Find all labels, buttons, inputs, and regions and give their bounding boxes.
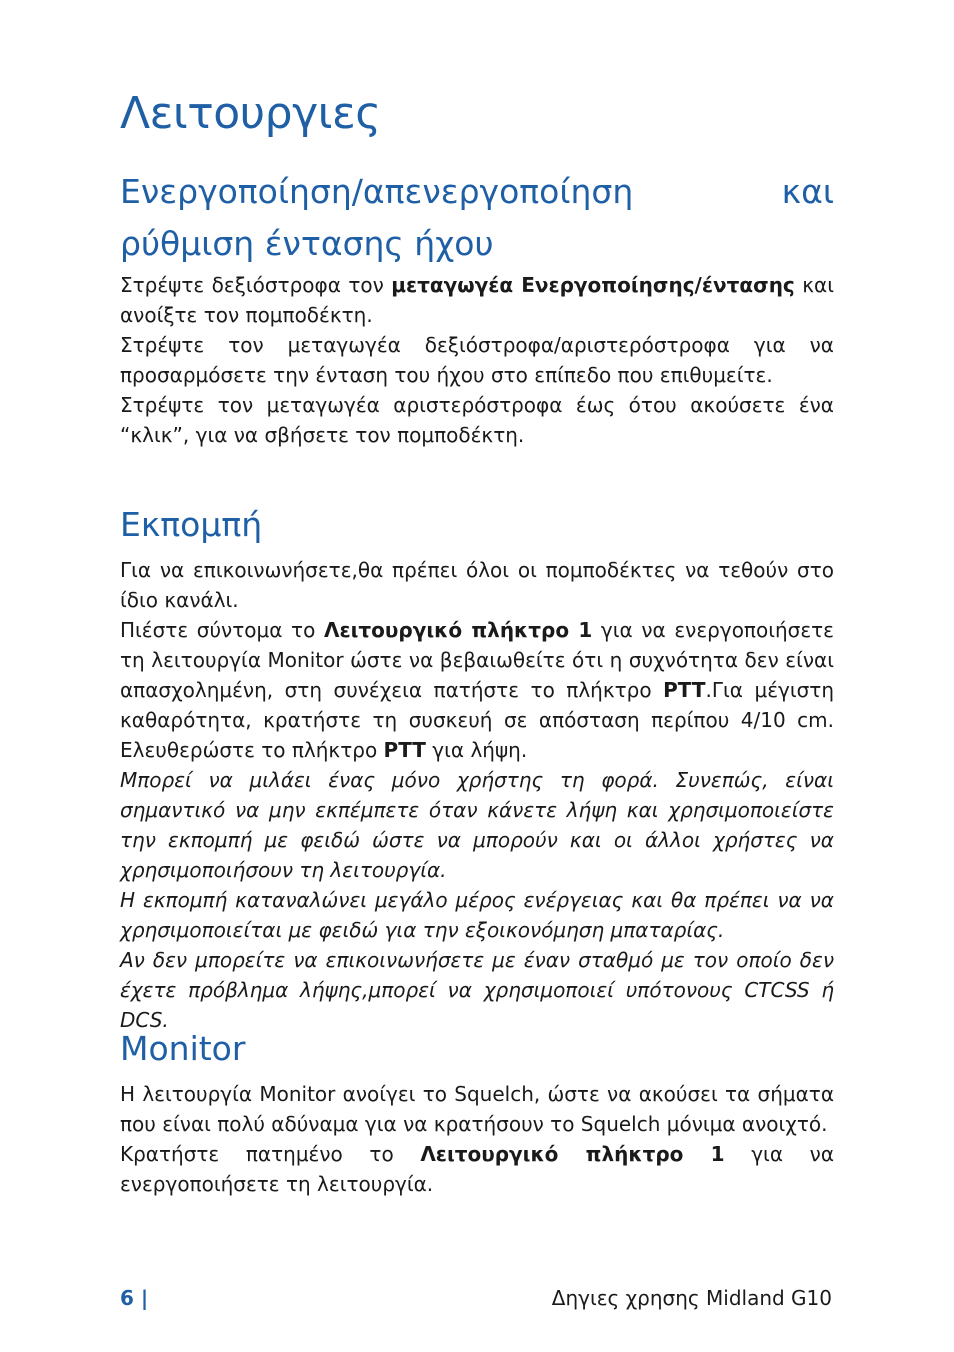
section-monitor (120, 1079, 834, 1199)
footer-manual-title: Δηγιες χρησης Midland G10 (551, 1286, 832, 1310)
section-power-volume (120, 270, 834, 450)
paragraph: Στρέψτε τον μεταγωγέα δεξιόστροφα/αριστερόστροφα για να προσαρμόσετε την ένταση του ήχου στο επίπεδο που επιθυμείτε. (120, 333, 834, 387)
paragraph: Για να επικοινωνήσετε,θα πρέπει όλοι οι πομποδέκτες να τεθούν στο ίδιο κανάλι. (120, 558, 834, 612)
section-heading-monitor: Monitor (120, 1029, 246, 1068)
bold-term: PTT (383, 738, 426, 762)
section-transmit (120, 555, 834, 1035)
paragraph: Στρέψτε δεξιόστροφα τον μεταγωγέα Ενεργοποίησης/έντασης και ανοίξτε τον πομποδέκτη. (120, 273, 834, 327)
paragraph: Στρέψτε τον μεταγωγέα αριστερόστροφα έως ότου ακούσετε ένα “κλικ”, για να σβήσετε τον πομποδέκτη. (120, 393, 834, 447)
bold-term: PTT (663, 678, 706, 702)
paragraph: Κρατήστε πατημένο το Λειτουργικό πλήκτρο 1 για να ενεργοποιήσετε τη λειτουργία. (120, 1142, 834, 1196)
paragraph: Η λειτουργία Monitor ανοίγει το Squelch, ώστε να ακούσει τα σήματα που είναι πολύ αδύναμα για να κρατήσουν το Squelch μόνιμα ανοιχτό. (120, 1082, 834, 1136)
note-italic: Αν δεν μπορείτε να επικοινωνήσετε με έναν σταθμό με τον οποίο δεν έχετε πρόβλημα λήψης,μπορεί να χρησιμοποιεί υπότονους CTCSS ή DCS. (120, 948, 834, 1032)
note-italic: Μπορεί να μιλάει ένας μόνο χρήστης τη φορά. Συνεπώς, είναι σημαντικό να μην εκπέμπετε όταν κάνετε λήψη και χρησιμοποιείστε την εκπομπή με φειδώ ώστε να μπορούν και οι άλλοι χρήστες να χρησιμοποιήσουν τη λειτουργία. (120, 768, 834, 882)
page-number: 6 | (120, 1286, 149, 1310)
bold-term: μεταγωγέα Ενεργοποίησης/έντασης (391, 273, 795, 297)
bold-term: Λειτουργικό πλήκτρο 1 (323, 618, 593, 642)
page-title: Λειτουργιες (120, 88, 381, 139)
paragraph: Πιέστε σύντομα το Λειτουργικό πλήκτρο 1 για να ενεργοποιήσετε τη λειτουργία Monitor ώστε να βεβαιωθείτε ότι η συχνότητα δεν είναι απασχολημένη, στη συνέχεια πατήστε το πλήκτρο PTT.Για μέγιστη καθαρότητα, κρατήστε τη συσκευή σε απόσταση περίπου 4/10 cm. Ελευθερώστε το πλήκτρο PTT για λήψη. (120, 618, 834, 762)
bold-term: Λειτουργικό πλήκτρο 1 (420, 1142, 725, 1166)
note-italic: Η εκπομπή καταναλώνει μεγάλο μέρος ενέργειας και θα πρέπει να να χρησιμοποιείται με φειδώ για την εξοικονόμηση μπαταρίας. (120, 888, 834, 942)
section-heading-transmit: Εκπομπή (120, 505, 263, 544)
section-heading-power-volume: Ενεργοποίηση/απενεργοποίηση και ρύθμιση έντασης ήχου (120, 172, 834, 263)
